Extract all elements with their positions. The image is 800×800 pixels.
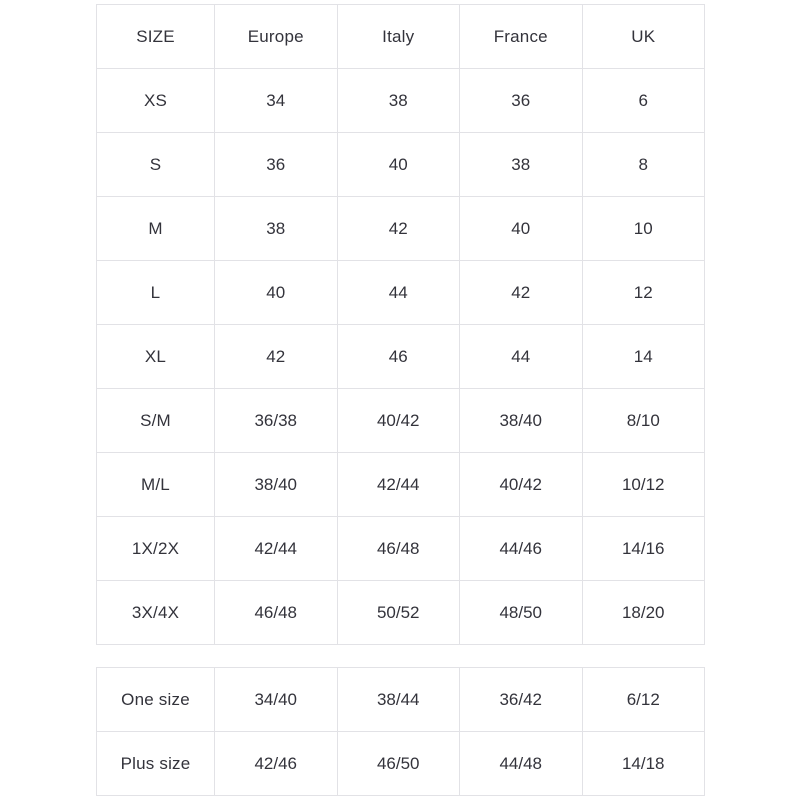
cell-uk: 6 [582,69,705,133]
table-row [97,389,705,453]
cell-europe: 36/38 [215,389,338,453]
cell-france: 48/50 [460,581,583,645]
cell-france: 42 [460,261,583,325]
table-row [97,453,705,517]
table-row [97,732,705,796]
cell-europe: 40 [215,261,338,325]
row-label: 3X/4X [97,581,215,645]
row-label: Plus size [97,732,215,796]
secondary-table-body [97,668,705,796]
row-label: M/L [97,453,215,517]
cell-italy: 38 [337,69,460,133]
cell-france: 44 [460,325,583,389]
cell-uk: 14/18 [582,732,705,796]
column-header-italy: Italy [337,5,460,69]
table-row [97,325,705,389]
row-label: XL [97,325,215,389]
cell-italy: 42 [337,197,460,261]
table-row [97,668,705,732]
cell-italy: 40 [337,133,460,197]
cell-italy: 44 [337,261,460,325]
secondary-size-table [96,667,705,796]
column-header-france: France [460,5,583,69]
cell-france: 44/46 [460,517,583,581]
cell-europe: 34 [215,69,338,133]
cell-europe: 34/40 [215,668,338,732]
cell-europe: 42/44 [215,517,338,581]
cell-uk: 14 [582,325,705,389]
secondary-size-table-container [96,667,704,796]
row-label: 1X/2X [97,517,215,581]
cell-uk: 18/20 [582,581,705,645]
row-label: M [97,197,215,261]
primary-size-table [96,4,705,645]
cell-europe: 36 [215,133,338,197]
table-row [97,261,705,325]
table-header-row [97,5,705,69]
cell-europe: 46/48 [215,581,338,645]
primary-table-body [97,69,705,645]
cell-france: 40/42 [460,453,583,517]
cell-uk: 14/16 [582,517,705,581]
cell-europe: 42/46 [215,732,338,796]
cell-uk: 12 [582,261,705,325]
cell-italy: 46 [337,325,460,389]
row-label: XS [97,69,215,133]
cell-france: 38 [460,133,583,197]
cell-uk: 10/12 [582,453,705,517]
cell-uk: 8 [582,133,705,197]
column-header-uk: UK [582,5,705,69]
cell-uk: 8/10 [582,389,705,453]
cell-italy: 46/48 [337,517,460,581]
table-row [97,581,705,645]
cell-italy: 40/42 [337,389,460,453]
cell-italy: 38/44 [337,668,460,732]
cell-france: 38/40 [460,389,583,453]
cell-europe: 42 [215,325,338,389]
row-label: One size [97,668,215,732]
cell-uk: 10 [582,197,705,261]
row-label: S/M [97,389,215,453]
column-header-europe: Europe [215,5,338,69]
primary-size-table-container [96,4,704,645]
cell-italy: 46/50 [337,732,460,796]
cell-france: 44/48 [460,732,583,796]
table-row [97,133,705,197]
cell-europe: 38 [215,197,338,261]
table-row [97,197,705,261]
primary-table-header [97,5,705,69]
cell-italy: 42/44 [337,453,460,517]
cell-france: 36/42 [460,668,583,732]
cell-france: 40 [460,197,583,261]
row-label: L [97,261,215,325]
cell-europe: 38/40 [215,453,338,517]
column-header-size: SIZE [97,5,215,69]
cell-france: 36 [460,69,583,133]
row-label: S [97,133,215,197]
cell-uk: 6/12 [582,668,705,732]
table-row [97,69,705,133]
cell-italy: 50/52 [337,581,460,645]
table-row [97,517,705,581]
